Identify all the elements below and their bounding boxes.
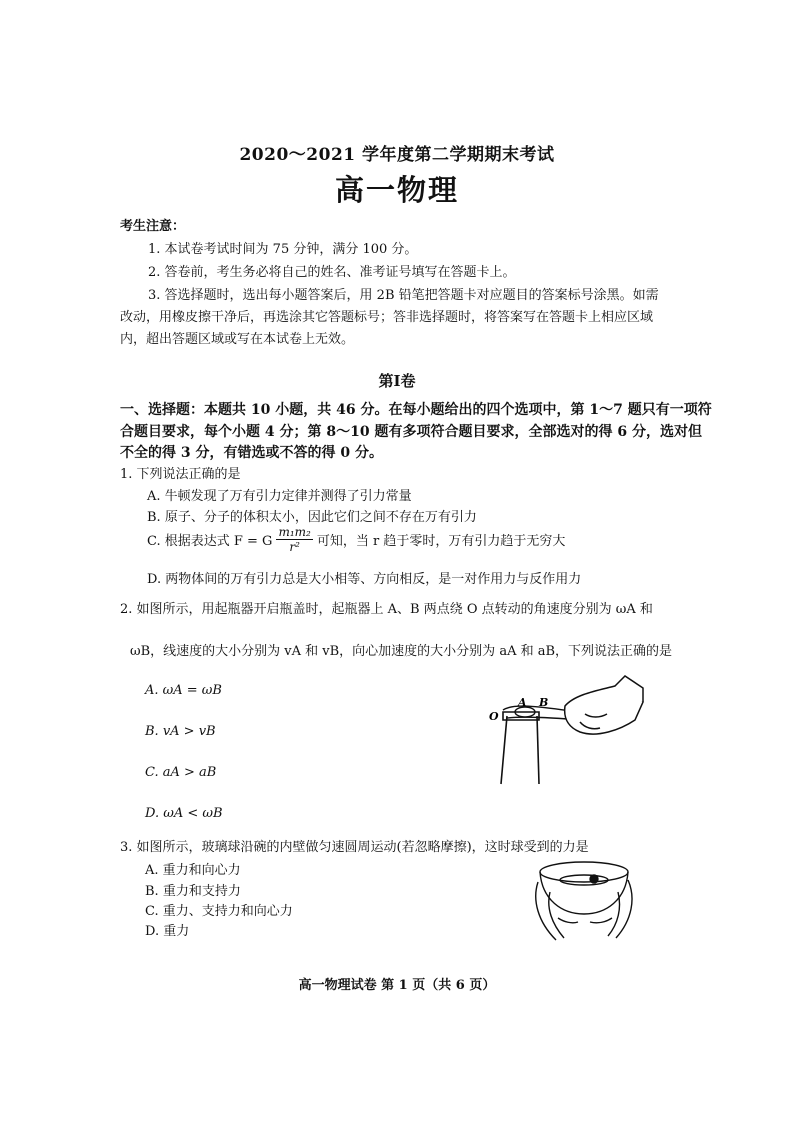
label-a: A bbox=[518, 696, 527, 709]
notice-item-3-line-1: 3. 答选择题时，选出每小题答案后，用 2B 铅笔把答题卡对应题目的答案标号涂黑。如需 bbox=[148, 288, 659, 303]
notice-item-1: 1. 本试卷考试时间为 75 分钟，满分 100 分。 bbox=[148, 242, 418, 257]
bowl-body bbox=[540, 872, 628, 914]
q1-option-d: D. 两物体间的万有引力总是大小相等、方向相反，是一对作用力与反作用力 bbox=[147, 572, 582, 587]
subject-title: 高一物理 bbox=[334, 173, 459, 207]
q1-option-b: B. 原子、分子的体积太小，因此它们之间不存在万有引力 bbox=[147, 510, 477, 525]
notice-heading: 考生注意： bbox=[120, 219, 186, 234]
bowl-rim bbox=[540, 862, 628, 882]
q2-option-a: A. ωA = ωB bbox=[145, 683, 222, 698]
q2-option-d: D. ωA < ωB bbox=[145, 806, 223, 821]
q1-formula-numerator: m₁m₂ bbox=[278, 525, 311, 539]
glass-ball bbox=[590, 875, 598, 883]
q1-option-c-prefix: C. 根据表达式 F = G bbox=[147, 534, 273, 549]
q1-option-c-suffix: 可知，当 r 趋于零时，万有引力趋于无穷大 bbox=[316, 534, 566, 549]
fingers bbox=[558, 918, 612, 923]
q3-option-b: B. 重力和支持力 bbox=[145, 884, 241, 899]
q3-option-d: D. 重力 bbox=[145, 924, 190, 939]
instructions-line-1: 一、选择题：本题共 10 小题，共 46 分。在每小题给出的四个选项中，第 1～7 题只有一项符 bbox=[120, 402, 712, 418]
instructions-line-2: 合题目要求，每个小题 4 分；第 8～10 题有多项符合题目要求，全部选对的得 6 分，选对但 bbox=[120, 424, 702, 440]
q3-option-c: C. 重力、支持力和向心力 bbox=[145, 904, 293, 919]
q1-option-c bbox=[147, 526, 565, 553]
q2-option-c: C. aA > aB bbox=[145, 765, 217, 780]
q2-stem-line-1: 2. 如图所示，用起瓶器开启瓶盖时，起瓶器上 A、B 两点绕 O 点转动的角速度分别为 ωA 和 bbox=[120, 602, 653, 617]
q2-stem-line-2: ωB，线速度的大小分别为 vA 和 vB，向心加速度的大小分别为 aA 和 aB，下列说法正确的是 bbox=[130, 644, 673, 659]
q3-stem: 3. 如图所示，玻璃球沿碗的内壁做匀速圆周运动(若忽略摩擦)，这时球受到的力是 bbox=[120, 840, 589, 855]
q1-stem: 1. 下列说法正确的是 bbox=[120, 467, 241, 482]
notice-item-3-line-2: 改动，用橡皮擦干净后，再选涂其它答题标号；答非选择题时，将答案写在答题卡上相应区域 bbox=[120, 310, 654, 325]
instructions-line-3: 不全的得 3 分，有错选或不答的得 0 分。 bbox=[120, 445, 383, 461]
bottle-outline bbox=[501, 712, 539, 784]
right-hand bbox=[608, 880, 632, 938]
notice-item-3-line-3: 内，超出答题区域或写在本试卷上无效。 bbox=[120, 332, 355, 347]
q3-option-a: A. 重力和向心力 bbox=[145, 863, 241, 878]
section-title: 第Ⅰ卷 bbox=[378, 372, 416, 390]
hand-outline bbox=[565, 676, 643, 734]
q2-option-b: B. vA > vB bbox=[145, 724, 216, 739]
bowl-figure bbox=[528, 852, 640, 944]
q1-option-a: A. 牛顿发现了万有引力定律并测得了引力常量 bbox=[147, 489, 412, 504]
page-footer: 高一物理试卷 第 1 页（共 6 页） bbox=[298, 978, 496, 993]
q1-formula-denominator: r² bbox=[289, 540, 300, 554]
bottle-opener-figure bbox=[485, 672, 645, 790]
exam-title: 2020～2021 学年度第二学期期末考试 bbox=[239, 145, 555, 165]
notice-item-2: 2. 答卷前，考生务必将自己的姓名、准考证号填写在答题卡上。 bbox=[148, 265, 516, 280]
ball-path bbox=[560, 875, 608, 885]
q1-formula-fraction bbox=[276, 526, 312, 553]
label-o: O bbox=[489, 710, 499, 723]
label-b: B bbox=[539, 696, 549, 709]
left-hand bbox=[536, 882, 564, 940]
